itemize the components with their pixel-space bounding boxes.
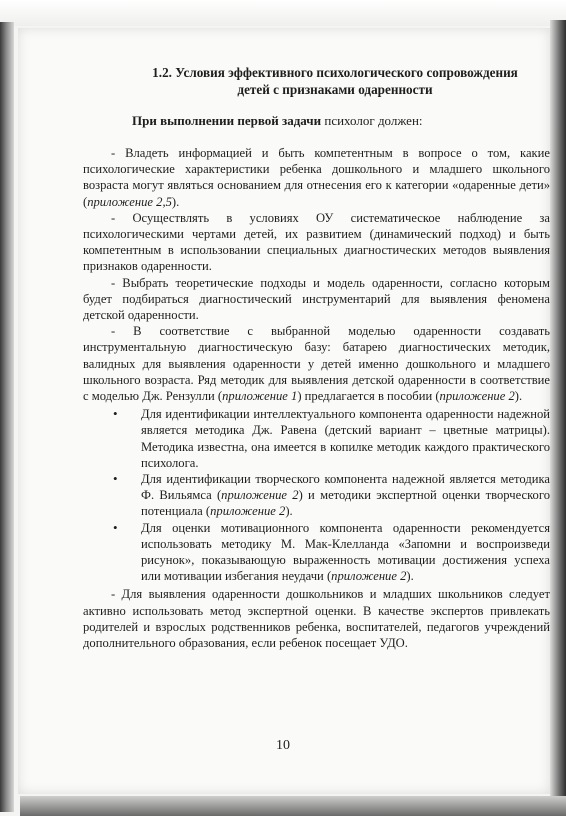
page-number: 10 <box>276 738 290 753</box>
paragraph-1-ref: приложение 2,5 <box>87 194 172 209</box>
task-intro-rest: психолог должен: <box>321 113 423 128</box>
paragraph-5 <box>83 586 550 651</box>
section-title <box>120 64 550 98</box>
scan-right-shadow <box>550 20 566 800</box>
task-intro <box>132 113 423 129</box>
bullet-item-2 <box>141 471 550 520</box>
paragraph-3-text: - Выбрать теоретические подходы и модель одаренности, согласно которым будет подбираться диагностический инструментарий для выявления феномена детской одаренности. <box>83 275 550 323</box>
bullet-item-3 <box>141 520 550 585</box>
paragraph-4-end: ). <box>514 389 523 404</box>
paragraph-1-end: ). <box>171 194 180 209</box>
paragraph-2-text: - Осуществлять в условиях ОУ систематическое наблюдение за психологическими чертами детей, их развитием (динамический подход) и быть компетентным в использовании специальных диагностических методов выявления признаков одаренности. <box>83 210 550 274</box>
bullet-3-end: ). <box>406 569 414 584</box>
paragraph-4-ref-1: приложение 1 <box>222 389 298 404</box>
scan-left-shadow <box>0 22 14 812</box>
paragraph-3 <box>83 275 550 324</box>
paragraph-4-mid: ) предлагается в пособии ( <box>297 389 440 404</box>
paragraph-1-text: - Владеть информацией и быть компетентным в вопросе о том, какие психологические характеристики ребенка дошкольного и младшего школьного возраста могут являться основанием для отнесения его к категории «одаренные дети» ( <box>83 146 550 209</box>
bullet-list <box>83 406 550 584</box>
bullet-2-end: ). <box>285 504 293 519</box>
paragraph-1 <box>83 145 550 210</box>
paragraph-4-ref-2: приложение 2 <box>439 389 515 404</box>
bullet-2-ref-2: приложение 2 <box>210 504 286 519</box>
bullet-item-1 <box>141 406 550 471</box>
bullet-2-ref-1: приложение 2 <box>221 488 299 503</box>
paragraph-5-text: - Для выявления одаренности дошкольников и младших школьников следует активно использовать метод экспертной оценки. В качестве экспертов привлекать родителей и взрослых родственников ребенка, воспитателей, педагогов учреждений дополнительного образования, если ребенок посещает УДО. <box>83 587 550 651</box>
section-title-line-2: детей с признаками одаренности <box>237 82 433 97</box>
scan-bottom-shadow <box>20 796 566 816</box>
document-body <box>83 145 550 651</box>
bullet-2-text: Для идентификации творческого компонента надежной является методика Ф. Вильямса ( <box>141 472 550 503</box>
bullet-2-mid: ) и методики экспертной оценки творческого потенциала ( <box>141 488 550 519</box>
paragraph-2 <box>83 210 550 275</box>
paragraph-4 <box>83 323 550 404</box>
task-intro-bold: При выполнении первой задачи <box>132 113 322 128</box>
bullet-3-ref: приложение 2 <box>331 569 407 584</box>
bullet-3-text: Для оценки мотивационного компонента одаренности рекомендуется использовать методику М. Мак-Клелланда «Запомни и воспроизведи рисунок», показывающую выраженность мотивации достижения успеха или мотивации избегания неудачи ( <box>141 520 550 584</box>
scan-top-margin <box>0 0 566 26</box>
bullet-1-text: Для идентификации интеллектуального компонента одаренности надежной является методика Дж. Равена (детский вариант – цветные матрицы). Методика известна, она имеется в копилке методик каждого практического психолога. <box>141 407 550 470</box>
paragraph-4-text: - В соответствие с выбранной моделью одаренности создавать инструментальную диагностическую базу: батарею диагностических методик, валидных для выявления одаренности у детей именно дошкольного и младшего школьного возраста. Ряд методик для выявления детской одаренности в соответствие с моделью Дж. Рензулли ( <box>83 324 550 404</box>
section-title-line-1: 1.2. Условия эффективного психологического сопровождения <box>152 65 518 80</box>
